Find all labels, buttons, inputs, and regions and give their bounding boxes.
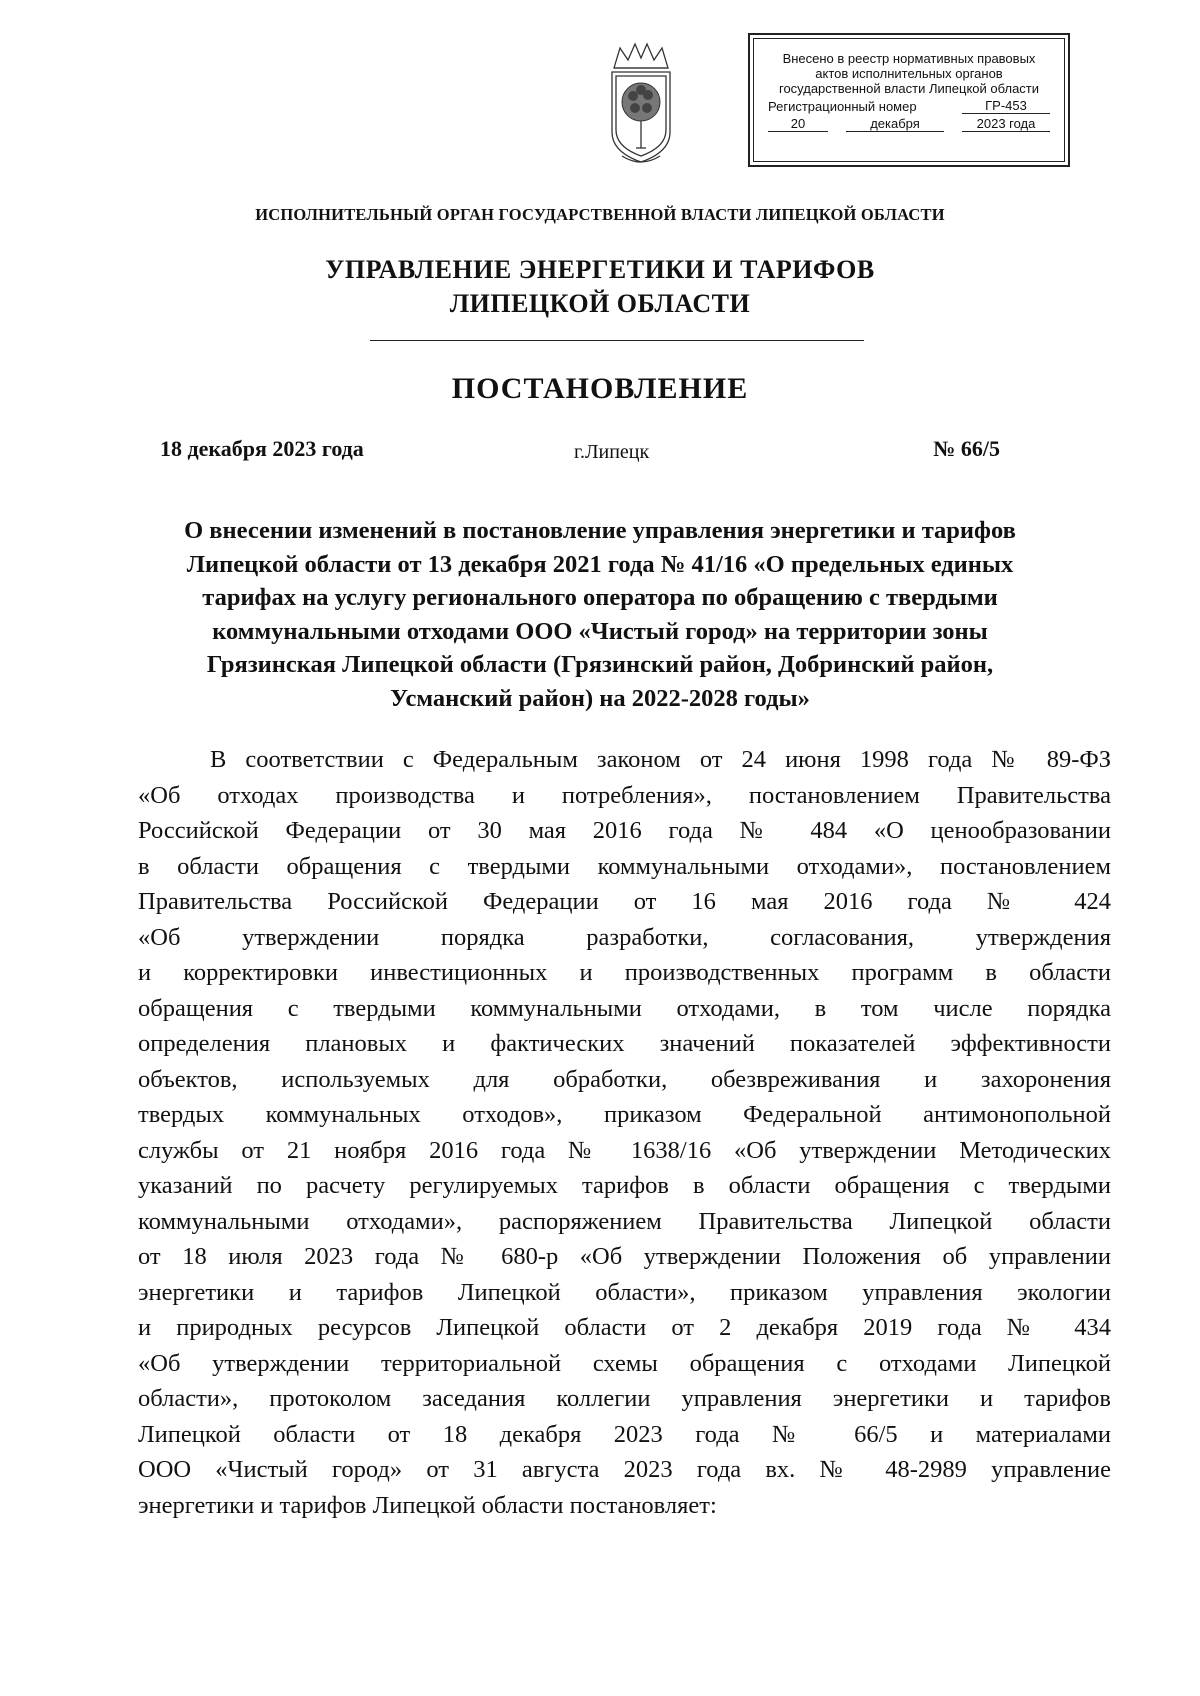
body-line: энергетики и тарифов Липецкой области постановляет:	[138, 1491, 717, 1519]
stamp-reg-row	[754, 98, 1064, 114]
body-line: и корректировки инвестиционных и производственных программ в области	[138, 959, 1111, 986]
stamp-month: декабря	[846, 116, 944, 132]
body-line: от 18 июля 2023 года № 680-р «Об утверждении Положения об управлении	[138, 1243, 1111, 1270]
document-number: № 66/5	[933, 436, 1000, 461]
stamp-line-2: актов исполнительных органов	[815, 66, 1003, 81]
header-divider	[370, 340, 864, 341]
preamble-paragraph	[138, 742, 1111, 1523]
title-line: тарифах на услугу регионального оператора по обращению с твердыми	[202, 584, 998, 611]
department-line-2: ЛИПЕЦКОЙ ОБЛАСТИ	[449, 289, 751, 318]
department-line-1: УПРАВЛЕНИЕ ЭНЕРГЕТИКИ И ТАРИФОВ	[325, 255, 875, 284]
title-line: коммунальными отходами ООО «Чистый город» на территории зоны	[212, 617, 988, 645]
stamp-line-1: Внесено в реестр нормативных правовых	[782, 51, 1036, 66]
body-line: указаний по расчету регулируемых тарифов в области обращения с твердыми	[138, 1172, 1111, 1199]
body-line: объектов, используемых для обработки, обезвреживания и захоронения	[138, 1065, 1111, 1093]
body-line: службы от 21 ноября 2016 года № 1638/16 «Об утверждении Методических	[138, 1136, 1111, 1164]
issuing-organization: ИСПОЛНИТЕЛЬНЫЙ ОРГАН ГОСУДАРСТВЕННОЙ ВЛАСТИ ЛИПЕЦКОЙ ОБЛАСТИ	[255, 205, 945, 224]
document-kind: ПОСТАНОВЛЕНИЕ	[451, 372, 749, 405]
body-line: Липецкой области от 18 декабря 2023 года № 66/5 и материалами	[138, 1420, 1111, 1448]
stamp-reg-label: Регистрационный номер	[768, 99, 917, 114]
department-name	[0, 253, 1200, 321]
body-line: энергетики и тарифов Липецкой области», приказом управления экологии	[138, 1278, 1111, 1306]
body-line: твердых коммунальных отходов», приказом Федеральной антимонопольной	[138, 1101, 1111, 1128]
registry-stamp-inner	[753, 38, 1065, 162]
document-title	[130, 514, 1070, 715]
body-line: «Об утверждении территориальной схемы обращения с отходами Липецкой	[138, 1349, 1111, 1377]
body-line: в области обращения с твердыми коммунальными отходами», постановлением	[138, 852, 1111, 880]
document-meta	[160, 436, 1000, 466]
title-line: Грязинская Липецкой области (Грязинский район, Добринский район,	[206, 651, 994, 678]
body-line: ООО «Чистый город» от 31 августа 2023 года вх. № 48-2989 управление	[138, 1456, 1111, 1483]
body-line: Российской Федерации от 30 мая 2016 года № 484 «О ценообразовании	[138, 817, 1111, 844]
document-city: г.Липецк	[574, 441, 650, 463]
stamp-year: 2023 года	[962, 116, 1050, 132]
stamp-line-3: государственной власти Липецкой области	[778, 81, 1040, 96]
body-line: Правительства Российской Федерации от 16 мая 2016 года № 424	[138, 888, 1111, 915]
body-line: и природных ресурсов Липецкой области от 2 декабря 2019 года № 434	[138, 1314, 1111, 1341]
body-line: коммунальными отходами», распоряжением Правительства Липецкой области	[138, 1207, 1111, 1235]
stamp-reg-number: ГР-453	[962, 98, 1050, 114]
stamp-day: 20	[768, 116, 828, 132]
stamp-date-row	[754, 116, 1064, 132]
registry-stamp	[748, 33, 1070, 167]
body-line: обращения с твердыми коммунальными отходами, в том числе порядка	[138, 994, 1111, 1022]
body-line: определения плановых и фактических значений показателей эффективности	[138, 1030, 1111, 1057]
body-line: «Об отходах производства и потребления», постановлением Правительства	[138, 781, 1111, 809]
title-line: Усманский район) на 2022-2028 годы»	[390, 684, 810, 712]
body-line: области», протоколом заседания коллегии управления энергетики и тарифов	[138, 1385, 1111, 1412]
coat-of-arms-emblem	[600, 40, 682, 170]
body-line: В соответствии с Федеральным законом от 24 июня 1998 года № 89-ФЗ	[210, 746, 1111, 773]
document-date: 18 декабря 2023 года	[160, 436, 364, 461]
title-line: Липецкой области от 13 декабря 2021 года № 41/16 «О предельных единых	[186, 550, 1014, 578]
body-line: «Об утверждении порядка разработки, согласования, утверждения	[138, 923, 1111, 951]
title-line: О внесении изменений в постановление управления энергетики и тарифов	[184, 517, 1016, 544]
